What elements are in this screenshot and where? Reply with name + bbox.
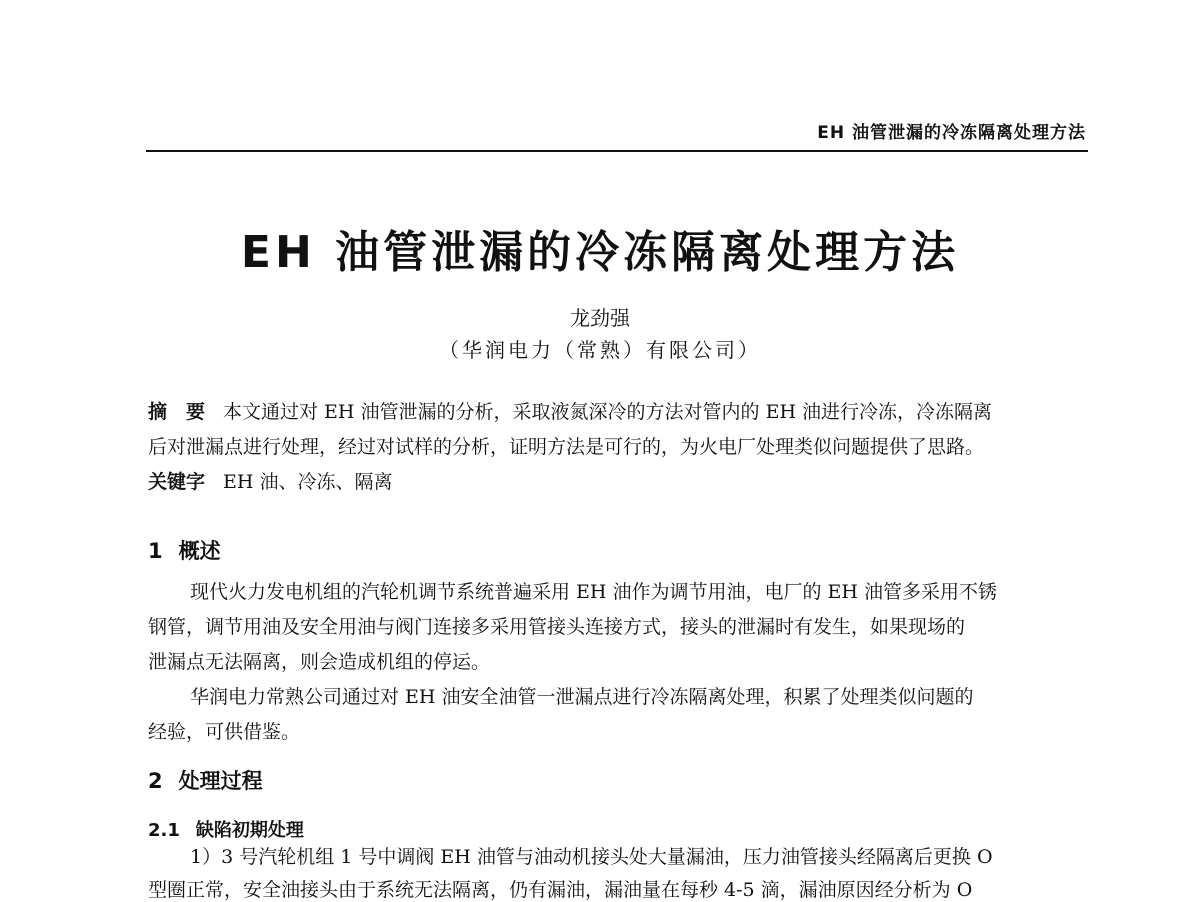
section-1-heading	[148, 535, 221, 565]
section-2-1-number: 2.1	[148, 820, 180, 841]
section-1-paragraph-2-line-1: 华润电力常熟公司通过对 EH 油安全油管一泄漏点进行冷冻隔离处理，积累了处理类似问题的	[190, 686, 974, 708]
abstract-label: 摘 要	[148, 401, 206, 423]
section-1-paragraph-1-line-3: 泄漏点无法隔离，则会造成机组的停运。	[148, 651, 491, 673]
header-rule	[146, 150, 1088, 152]
section-1-title: 概述	[178, 539, 221, 563]
keywords-text: EH 油、冷冻、隔离	[223, 471, 393, 493]
section-2-1-title: 缺陷初期处理	[195, 820, 304, 841]
keywords-label: 关键字	[148, 471, 206, 493]
author-name: 龙劲强	[570, 306, 630, 330]
section-2-1-heading	[148, 816, 304, 842]
section-2-1-paragraph-line-2: 型圈正常，安全油接头由于系统无法隔离，仍有漏油，漏油量在每秒 4-5 滴，漏油原因经分析为 O	[148, 879, 973, 901]
running-header: EH 油管泄漏的冷冻隔离处理方法	[817, 123, 1086, 143]
abstract-line-2: 后对泄漏点进行处理，经过对试样的分析，证明方法是可行的，为火电厂处理类似问题提供了思路。	[148, 436, 985, 458]
section-2-title: 处理过程	[178, 769, 263, 793]
section-2-heading	[148, 765, 263, 795]
keywords-line	[148, 470, 1084, 494]
paper-title: EH 油管泄漏的冷冻隔离处理方法	[240, 227, 960, 278]
section-2-number: 2	[148, 769, 163, 793]
section-1-paragraph-1-line-1: 现代火力发电机组的汽轮机调节系统普遍采用 EH 油作为调节用油，电厂的 EH 油管多采用不锈	[190, 581, 998, 603]
section-1-paragraph-1-line-2: 钢管，调节用油及安全用油与阀门连接多采用管接头连接方式，接头的泄漏时有发生，如果现场的	[148, 616, 966, 638]
abstract-text-1: 本文通过对 EH 油管泄漏的分析，采取液氮深冷的方法对管内的 EH 油进行冷冻，冷冻隔离	[223, 401, 993, 423]
section-1-paragraph-2-line-2: 经验，可供借鉴。	[148, 721, 301, 743]
section-1-number: 1	[148, 539, 163, 563]
author-affiliation: （华润电力（常熟）有限公司）	[439, 338, 761, 362]
section-2-1-paragraph-line-1: 1）3 号汽轮机组 1 号中调阀 EH 油管与油动机接头处大量漏油，压力油管接头经隔离后更换 O	[190, 846, 993, 868]
abstract-line-1	[148, 400, 1084, 424]
